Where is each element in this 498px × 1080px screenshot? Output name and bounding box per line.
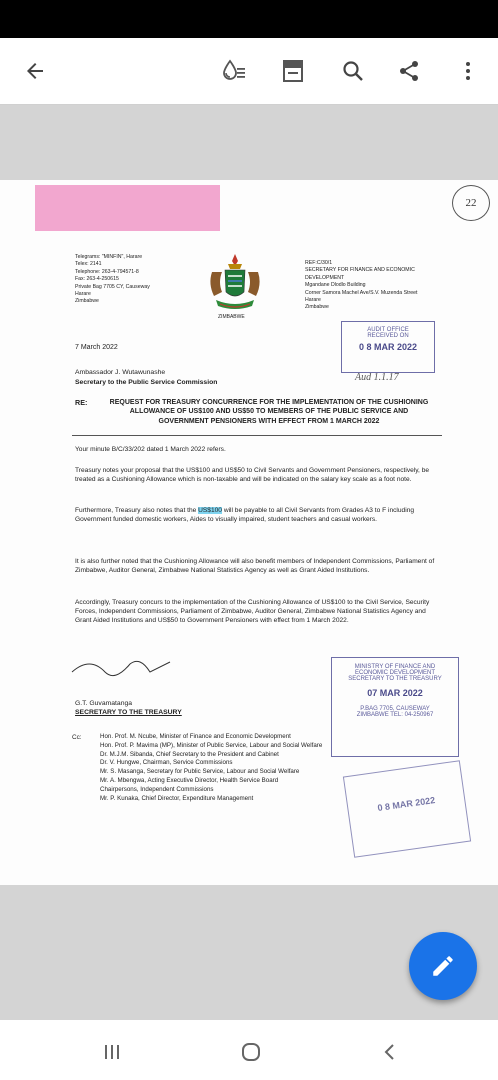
stamp-text: P.BAG 7705, CAUSEWAY: [360, 706, 430, 712]
paragraph-4: It is also further noted that the Cushioning Allowance will also benefit members of Independent Commissions, Parliament of Zimbabwe, Auditor General, Zimbabwe National Statistics Agency as well as Grant Aided Institutions.: [75, 558, 435, 575]
stamp-date: 0 8 MAR 2022: [358, 342, 418, 352]
pink-sticky-note: [35, 185, 220, 231]
cc-item: Mr. S. Masanga, Secretary for Public Service, Labour and Social Welfare: [100, 768, 300, 776]
signatory-title: SECRETARY TO THE TREASURY: [75, 708, 182, 716]
letterhead-line: Fax: 263-4-250615: [75, 276, 119, 283]
share-icon[interactable]: [394, 56, 424, 86]
letterhead-line: Zimbabwe: [305, 304, 329, 311]
letterhead-line: Telex: 2141: [75, 261, 102, 268]
bookmark-page-icon[interactable]: [278, 56, 308, 86]
letterhead-right: [305, 260, 470, 312]
signatory-name: G.T. Guvamatanga: [75, 700, 133, 707]
paragraph-1: Your minute B/C/33/202 dated 1 March 2022 refers.: [75, 446, 226, 453]
letterhead-line: DEVELOPMENT: [305, 274, 345, 281]
back-arrow-icon[interactable]: [20, 56, 50, 86]
letterhead-line: Zimbabwe: [75, 298, 99, 305]
letterhead-line: SECRETARY FOR FINANCE AND ECONOMIC: [305, 267, 415, 274]
letterhead-left: [75, 254, 195, 306]
stamp-text: AUDIT OFFICE: [367, 327, 409, 333]
status-bar: [0, 0, 498, 38]
stamp-text: SECRETARY TO THE TREASURY: [348, 676, 442, 682]
crest-label: ZIMBABWE: [218, 314, 245, 320]
letterhead-line: Harare: [305, 296, 321, 303]
paragraph-2: Treasury notes your proposal that the US$100 and US$50 to Civil Servants and Government Pensioners, respectively, be treated as a Cushioning Allowance which is non-taxable and will be indicated on the salary key scale as a foot note.: [75, 467, 430, 484]
addressee-title: Secretary to the Public Service Commission: [75, 379, 218, 386]
more-vert-icon[interactable]: [453, 56, 483, 86]
letterhead-line: Mgandane Dlodlo Building: [305, 282, 366, 289]
paragraph-3: [75, 506, 435, 524]
letterhead-line: Telegrams: "MINFIN", Harare: [75, 254, 143, 260]
cc-item: Hon. Prof. M. Ncube, Minister of Finance and Economic Development: [100, 733, 291, 740]
cc-item: Dr. M.J.M. Sibanda, Chief Secretary to the President and Cabinet: [100, 750, 279, 758]
cc-item: Chairpersons, Independent Commissions: [100, 785, 214, 793]
stamp-text: MINISTRY OF FINANCE AND: [354, 664, 436, 670]
home-icon[interactable]: [236, 1037, 266, 1067]
letterhead-line: Corner Samora Machel Ave/S.V. Muzenda Street: [305, 289, 418, 296]
stamp-date: 07 MAR 2022: [367, 688, 423, 698]
subject-label: RE:: [75, 398, 88, 407]
cc-item: Dr. V. Hungwe, Chairman, Service Commissions: [100, 759, 233, 767]
paragraph-5: Accordingly, Treasury concurs to the implementation of the Cushioning Allowance of US$100 to the Civil Service, Security Forces, Independent Commissions, Parliament of Zimbabwe, Auditor General, Zimbabwe National Statistics Agency and Grant Aided Institutions and US$50 to Government Pensioners with effect from 1 March 2022.: [75, 599, 430, 625]
pdf-viewer[interactable]: [0, 105, 498, 1020]
cc-item: Hon. Prof. P. Mavima (MP), Minister of Public Service, Labour and Social Welfare: [100, 741, 323, 749]
reading-mode-icon[interactable]: [219, 56, 249, 86]
stamp-text: RECEIVED ON: [367, 333, 409, 339]
cc-item: Mr. P. Kunaka, Chief Director, Expenditure Management: [100, 794, 254, 802]
highlighted-text[interactable]: US$100: [198, 507, 222, 514]
document-page: [0, 180, 498, 885]
pdf-toolbar: [0, 38, 498, 105]
paragraph-3-start: Furthermore, Treasury also notes that the: [75, 507, 199, 514]
zimbabwe-coat-of-arms: [202, 252, 268, 316]
search-icon[interactable]: [338, 56, 368, 86]
stamp-text: ECONOMIC DEVELOPMENT: [354, 670, 435, 676]
stamp-date: 0 8 MAR 2022: [376, 795, 436, 814]
pencil-edit-icon: [430, 953, 456, 979]
page-number: 22: [452, 185, 490, 221]
faded-receipt-stamp: [343, 760, 471, 858]
handwritten-initial: Aud 1.1.17: [355, 372, 399, 383]
back-icon[interactable]: [375, 1037, 405, 1067]
letterhead-line: Private Bag 7705 CY, Causeway: [75, 283, 150, 290]
cc-label: Cc:: [72, 734, 82, 741]
signature: [70, 650, 180, 690]
letterhead-line: Telephone: 263-4-794571-8: [75, 268, 139, 275]
stamp-text: ZIMBABWE TEL: 04-250967: [356, 712, 434, 718]
paragraph-3-end: will be payable to all Civil Servants from Grades A3 to F including Government funded domestic workers, Aides to visually impaired, student teachers and casual workers.: [75, 507, 415, 524]
cc-item: Mr. A. Mbengwa, Acting Executive Director, Health Service Board: [100, 776, 279, 784]
letterhead-line: Harare: [75, 290, 91, 297]
letterhead-line: REF:C/30/1: [305, 260, 333, 266]
system-nav-bar: [0, 1020, 498, 1080]
recent-apps-icon[interactable]: [97, 1037, 127, 1067]
letter-date: 7 March 2022: [75, 344, 118, 351]
audit-office-stamp: [341, 321, 435, 373]
signatory-block: [75, 700, 182, 718]
addressee-name: Ambassador J. Wutawunashe: [75, 369, 166, 376]
edit-fab-button[interactable]: [409, 932, 477, 1000]
cc-list: [100, 733, 370, 803]
subject-text: REQUEST FOR TREASURY CONCURRENCE FOR THE IMPLEMENTATION OF THE CUSHIONING ALLOWANCE OF US$100 AND US$50 TO MEMBERS OF THE PUBLIC SERVICE AND GOVERNMENT PENSIONERS WITH EFFECT FROM 1 MARCH 2022: [109, 399, 429, 425]
subject-underline: [72, 435, 442, 436]
